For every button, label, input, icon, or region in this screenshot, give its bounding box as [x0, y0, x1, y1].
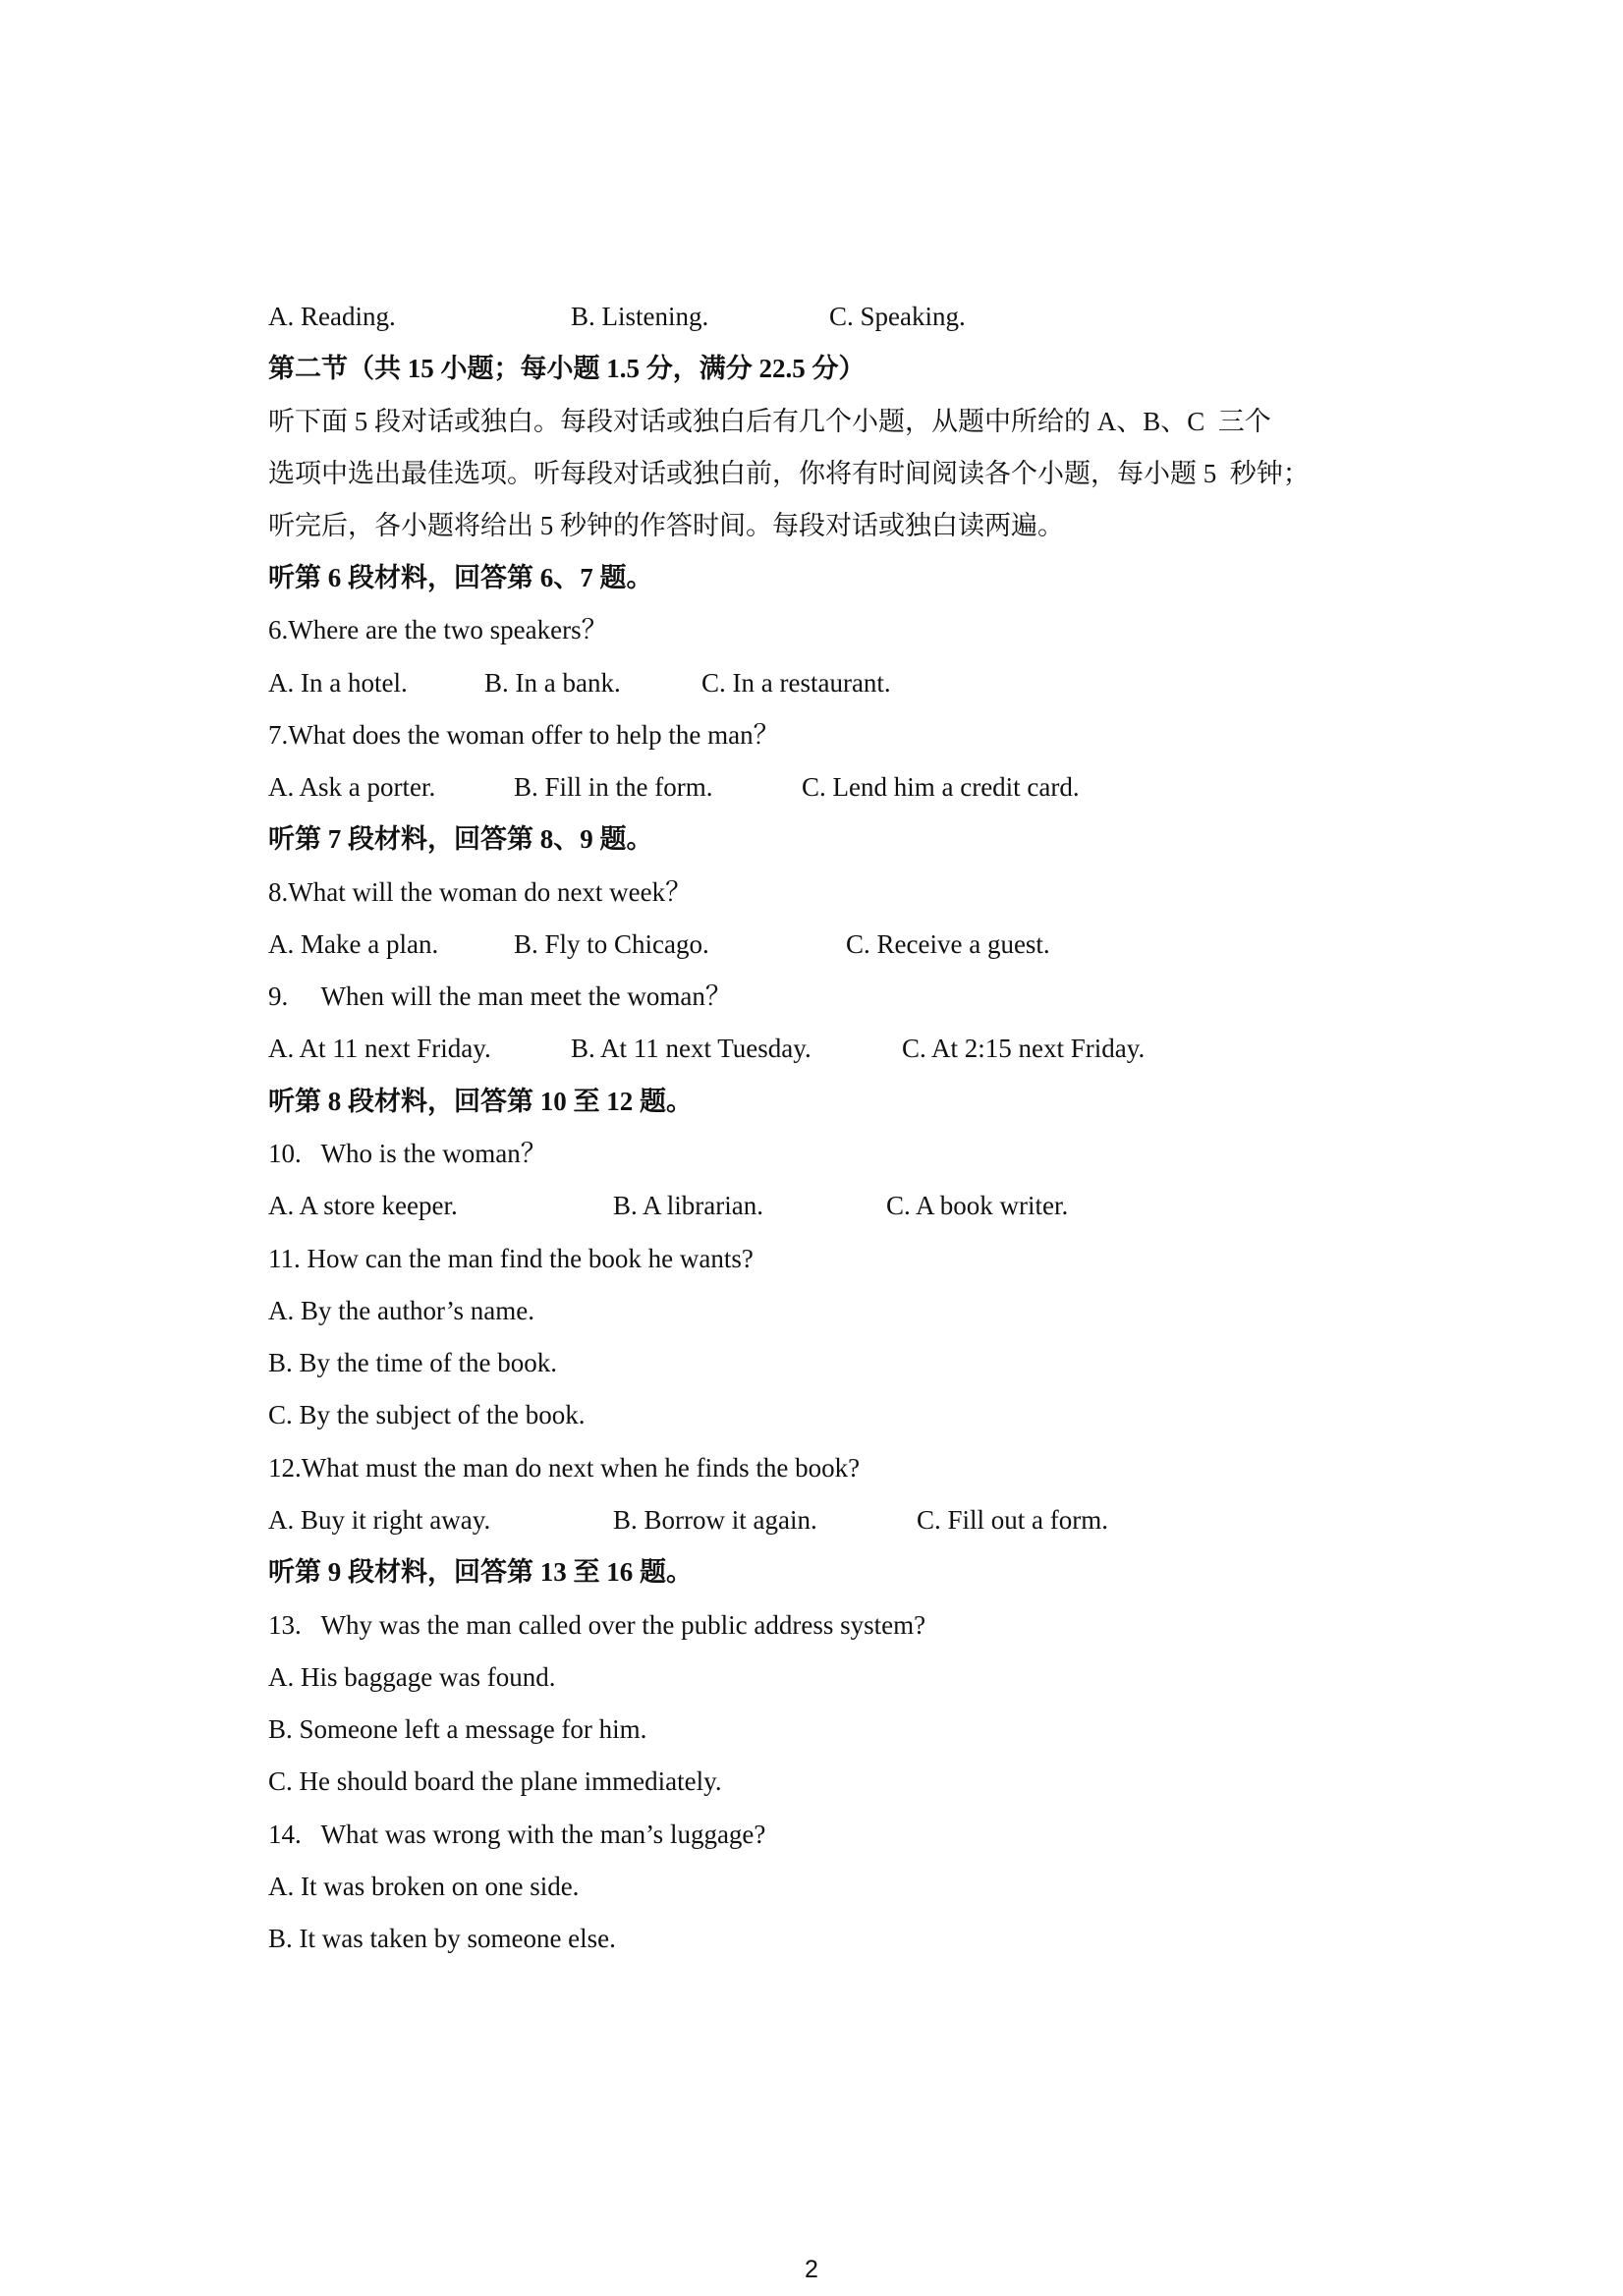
material-heading: 听第 9 段材料，回答第 13 至 16 题。	[268, 1557, 693, 1587]
option: A. His baggage was found.	[268, 1662, 556, 1692]
option-b: B. A librarian.	[613, 1191, 763, 1220]
option: B. It was taken by someone else.	[268, 1924, 616, 1953]
question: 8.What will the woman do next week？	[268, 877, 693, 907]
option: A. By the author’s name.	[268, 1296, 534, 1325]
material-heading: 听第 6 段材料，回答第 6、7 题。	[268, 563, 653, 592]
page-number: 2	[805, 2256, 818, 2283]
question: 7.What does the woman offer to help the man？	[268, 720, 780, 750]
option-b: B. Borrow it again.	[613, 1505, 817, 1535]
option-b: B. In a bank.	[484, 668, 621, 698]
option: B. By the time of the book.	[268, 1348, 557, 1377]
option-b: B. At 11 next Tuesday.	[571, 1034, 812, 1063]
option-a: A. At 11 next Friday.	[268, 1034, 491, 1063]
question: 12.What must the man do next when he finds the book?	[268, 1453, 861, 1483]
option-a: A. Make a plan.	[268, 929, 439, 959]
instructions-line: 选项中选出最佳选项。听每段对话或独白前，你将有时间阅读各个小题，每小题 5 秒钟；	[268, 459, 1310, 488]
option-c: C. Receive a guest.	[846, 929, 1050, 959]
option-b: B. Fly to Chicago.	[514, 929, 709, 959]
option-a: A. A store keeper.	[268, 1191, 458, 1220]
option-c: C. Speaking.	[829, 302, 966, 331]
option: C. He should board the plane immediately.	[268, 1766, 722, 1796]
question: 6.Where are the two speakers？	[268, 615, 608, 644]
question: 9. When will the man meet the woman？	[268, 981, 732, 1011]
option: B. Someone left a message for him.	[268, 1714, 647, 1744]
instructions-line: 听下面 5 段对话或独白。每段对话或独白后有几个小题，从题中所给的 A、B、C 三个	[268, 407, 1271, 436]
option-c: C. Fill out a form.	[917, 1505, 1108, 1535]
option-b: B. Fill in the form.	[514, 772, 713, 802]
question: 10. Who is the woman？	[268, 1139, 547, 1168]
option-c: C. At 2:15 next Friday.	[902, 1034, 1146, 1063]
option-c: C. Lend him a credit card.	[802, 772, 1080, 802]
material-heading: 听第 7 段材料，回答第 8、9 题。	[268, 824, 653, 854]
question: 11. How can the man find the book he wants?	[268, 1244, 754, 1273]
option: A. It was broken on one side.	[268, 1872, 580, 1901]
option-a: A. Reading.	[268, 302, 396, 331]
question: 13. Why was the man called over the public address system?	[268, 1610, 926, 1640]
material-heading: 听第 8 段材料，回答第 10 至 12 题。	[268, 1087, 693, 1116]
question: 14. What was wrong with the man’s luggage?	[268, 1820, 766, 1849]
option-c: C. In a restaurant.	[701, 668, 891, 698]
option-c: C. A book writer.	[886, 1191, 1069, 1220]
option-a: A. Buy it right away.	[268, 1505, 491, 1535]
option-a: A. In a hotel.	[268, 668, 408, 698]
option-a: A. Ask a porter.	[268, 772, 436, 802]
section-heading: 第二节（共 15 小题；每小题 1.5 分，满分 22.5 分）	[268, 354, 866, 383]
option-b: B. Listening.	[571, 302, 709, 331]
instructions-line: 听完后，各小题将给出 5 秒钟的作答时间。每段对话或独白读两遍。	[268, 511, 1064, 540]
option: C. By the subject of the book.	[268, 1400, 586, 1429]
